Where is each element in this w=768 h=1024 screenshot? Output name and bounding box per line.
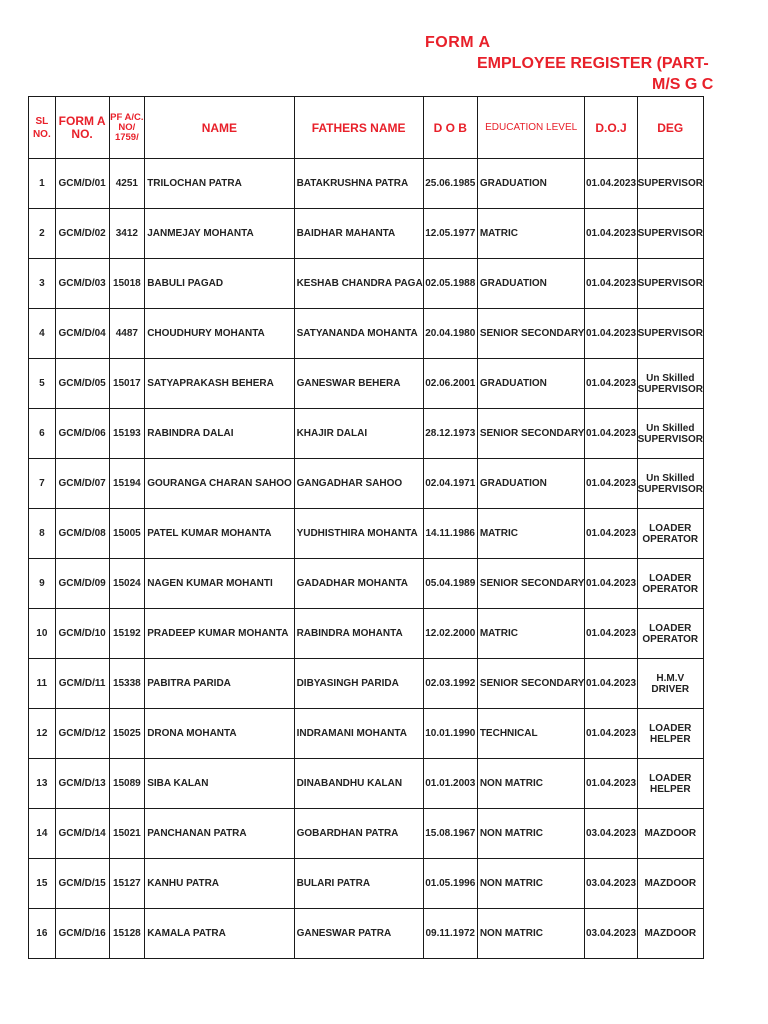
cell-form-a-no: GCM/D/10 <box>55 609 109 659</box>
cell-fathers-name: GADADHAR MOHANTA <box>294 559 423 609</box>
cell-doj: 01.04.2023 <box>585 259 637 309</box>
cell-designation: MAZDOOR <box>637 909 703 959</box>
cell-pf-no: 15128 <box>109 909 145 959</box>
cell-fathers-name: GANESWAR PATRA <box>294 909 423 959</box>
cell-doj: 03.04.2023 <box>585 809 637 859</box>
cell-doj: 01.04.2023 <box>585 459 637 509</box>
cell-sl-no: 6 <box>29 409 56 459</box>
table-row <box>29 609 704 659</box>
cell-form-a-no: GCM/D/07 <box>55 459 109 509</box>
cell-pf-no: 15127 <box>109 859 145 909</box>
cell-form-a-no: GCM/D/16 <box>55 909 109 959</box>
cell-dob: 12.02.2000 <box>423 609 477 659</box>
cell-name: RABINDRA DALAI <box>145 409 294 459</box>
cell-form-a-no: GCM/D/13 <box>55 759 109 809</box>
cell-pf-no: 15021 <box>109 809 145 859</box>
cell-name: BABULI PAGAD <box>145 259 294 309</box>
cell-designation: H.M.V DRIVER <box>637 659 703 709</box>
cell-form-a-no: GCM/D/09 <box>55 559 109 609</box>
cell-form-a-no: GCM/D/12 <box>55 709 109 759</box>
cell-education-level: SENIOR SECONDARY <box>477 659 585 709</box>
cell-designation: Un Skilled SUPERVISOR <box>637 359 703 409</box>
register-title: EMPLOYEE REGISTER (PART- <box>477 55 709 72</box>
cell-name: CHOUDHURY MOHANTA <box>145 309 294 359</box>
header-sl-no: SL NO. <box>29 97 56 159</box>
cell-doj: 01.04.2023 <box>585 709 637 759</box>
header-education-level: EDUCATION LEVEL <box>477 97 585 159</box>
cell-doj: 01.04.2023 <box>585 759 637 809</box>
table-row <box>29 459 704 509</box>
cell-sl-no: 9 <box>29 559 56 609</box>
cell-sl-no: 13 <box>29 759 56 809</box>
table-row <box>29 409 704 459</box>
cell-name: GOURANGA CHARAN SAHOO <box>145 459 294 509</box>
cell-fathers-name: GANGADHAR SAHOO <box>294 459 423 509</box>
cell-pf-no: 15018 <box>109 259 145 309</box>
cell-doj: 01.04.2023 <box>585 159 637 209</box>
cell-education-level: GRADUATION <box>477 259 585 309</box>
cell-form-a-no: GCM/D/15 <box>55 859 109 909</box>
cell-designation: LOADER HELPER <box>637 709 703 759</box>
cell-dob: 02.05.1988 <box>423 259 477 309</box>
cell-name: KANHU PATRA <box>145 859 294 909</box>
table-row <box>29 309 704 359</box>
cell-education-level: NON MATRIC <box>477 859 585 909</box>
cell-fathers-name: BAIDHAR MAHANTA <box>294 209 423 259</box>
cell-pf-no: 15025 <box>109 709 145 759</box>
header-dob: D O B <box>423 97 477 159</box>
cell-dob: 28.12.1973 <box>423 409 477 459</box>
cell-dob: 20.04.1980 <box>423 309 477 359</box>
cell-designation: LOADER OPERATOR <box>637 559 703 609</box>
cell-fathers-name: KESHAB CHANDRA PAGA <box>294 259 423 309</box>
cell-form-a-no: GCM/D/02 <box>55 209 109 259</box>
cell-name: DRONA MOHANTA <box>145 709 294 759</box>
cell-doj: 01.04.2023 <box>585 559 637 609</box>
cell-fathers-name: KHAJIR DALAI <box>294 409 423 459</box>
header-fathers-name: FATHERS NAME <box>294 97 423 159</box>
cell-fathers-name: GOBARDHAN PATRA <box>294 809 423 859</box>
cell-designation: LOADER OPERATOR <box>637 509 703 559</box>
cell-designation: SUPERVISOR <box>637 159 703 209</box>
cell-doj: 01.04.2023 <box>585 609 637 659</box>
cell-pf-no: 15024 <box>109 559 145 609</box>
cell-designation: MAZDOOR <box>637 809 703 859</box>
cell-pf-no: 15193 <box>109 409 145 459</box>
cell-form-a-no: GCM/D/05 <box>55 359 109 409</box>
cell-designation: Un Skilled SUPERVISOR <box>637 409 703 459</box>
cell-sl-no: 7 <box>29 459 56 509</box>
table-row <box>29 259 704 309</box>
cell-pf-no: 15017 <box>109 359 145 409</box>
cell-doj: 01.04.2023 <box>585 659 637 709</box>
cell-name: TRILOCHAN PATRA <box>145 159 294 209</box>
cell-pf-no: 15338 <box>109 659 145 709</box>
cell-fathers-name: GANESWAR BEHERA <box>294 359 423 409</box>
cell-sl-no: 5 <box>29 359 56 409</box>
cell-form-a-no: GCM/D/08 <box>55 509 109 559</box>
cell-education-level: NON MATRIC <box>477 909 585 959</box>
table-row <box>29 909 704 959</box>
cell-dob: 10.01.1990 <box>423 709 477 759</box>
cell-designation: SUPERVISOR <box>637 309 703 359</box>
cell-form-a-no: GCM/D/04 <box>55 309 109 359</box>
cell-dob: 09.11.1972 <box>423 909 477 959</box>
cell-pf-no: 4251 <box>109 159 145 209</box>
cell-name: PRADEEP KUMAR MOHANTA <box>145 609 294 659</box>
cell-pf-no: 15194 <box>109 459 145 509</box>
table-row <box>29 559 704 609</box>
cell-name: SIBA KALAN <box>145 759 294 809</box>
cell-name: KAMALA PATRA <box>145 909 294 959</box>
table-row <box>29 509 704 559</box>
cell-doj: 01.04.2023 <box>585 309 637 359</box>
cell-fathers-name: BULARI PATRA <box>294 859 423 909</box>
cell-name: PANCHANAN PATRA <box>145 809 294 859</box>
cell-name: NAGEN KUMAR MOHANTI <box>145 559 294 609</box>
cell-name: PABITRA PARIDA <box>145 659 294 709</box>
cell-pf-no: 15192 <box>109 609 145 659</box>
cell-education-level: SENIOR SECONDARY <box>477 559 585 609</box>
cell-sl-no: 4 <box>29 309 56 359</box>
cell-dob: 02.04.1971 <box>423 459 477 509</box>
table-header-row <box>29 97 704 159</box>
cell-education-level: GRADUATION <box>477 159 585 209</box>
table-row <box>29 659 704 709</box>
header-doj: D.O.J <box>585 97 637 159</box>
cell-fathers-name: INDRAMANI MOHANTA <box>294 709 423 759</box>
cell-fathers-name: YUDHISTHIRA MOHANTA <box>294 509 423 559</box>
cell-education-level: MATRIC <box>477 509 585 559</box>
cell-designation: Un Skilled SUPERVISOR <box>637 459 703 509</box>
cell-education-level: SENIOR SECONDARY <box>477 409 585 459</box>
cell-dob: 02.03.1992 <box>423 659 477 709</box>
cell-sl-no: 16 <box>29 909 56 959</box>
cell-form-a-no: GCM/D/14 <box>55 809 109 859</box>
cell-form-a-no: GCM/D/11 <box>55 659 109 709</box>
table-row <box>29 159 704 209</box>
header-form-a-no: FORM A NO. <box>55 97 109 159</box>
header-name: NAME <box>145 97 294 159</box>
cell-dob: 02.06.2001 <box>423 359 477 409</box>
cell-education-level: NON MATRIC <box>477 759 585 809</box>
table-row <box>29 209 704 259</box>
cell-education-level: MATRIC <box>477 609 585 659</box>
cell-pf-no: 15005 <box>109 509 145 559</box>
cell-dob: 12.05.1977 <box>423 209 477 259</box>
company-title: M/S G C <box>652 76 714 93</box>
employee-register-table <box>28 96 704 959</box>
cell-fathers-name: DINABANDHU KALAN <box>294 759 423 809</box>
cell-sl-no: 11 <box>29 659 56 709</box>
cell-pf-no: 4487 <box>109 309 145 359</box>
cell-pf-no: 3412 <box>109 209 145 259</box>
cell-designation: SUPERVISOR <box>637 209 703 259</box>
cell-form-a-no: GCM/D/06 <box>55 409 109 459</box>
cell-fathers-name: DIBYASINGH PARIDA <box>294 659 423 709</box>
cell-sl-no: 10 <box>29 609 56 659</box>
cell-name: JANMEJAY MOHANTA <box>145 209 294 259</box>
cell-sl-no: 1 <box>29 159 56 209</box>
cell-education-level: GRADUATION <box>477 359 585 409</box>
table-row <box>29 809 704 859</box>
cell-fathers-name: RABINDRA MOHANTA <box>294 609 423 659</box>
cell-dob: 01.01.2003 <box>423 759 477 809</box>
cell-sl-no: 8 <box>29 509 56 559</box>
table-row <box>29 709 704 759</box>
cell-doj: 03.04.2023 <box>585 909 637 959</box>
cell-dob: 25.06.1985 <box>423 159 477 209</box>
cell-sl-no: 3 <box>29 259 56 309</box>
header-pf-ac-no: PF A/C. NO/ 1759/ <box>109 97 145 159</box>
cell-fathers-name: BATAKRUSHNA PATRA <box>294 159 423 209</box>
cell-name: SATYAPRAKASH BEHERA <box>145 359 294 409</box>
cell-pf-no: 15089 <box>109 759 145 809</box>
table-row <box>29 859 704 909</box>
cell-doj: 03.04.2023 <box>585 859 637 909</box>
cell-designation: LOADER OPERATOR <box>637 609 703 659</box>
cell-designation: MAZDOOR <box>637 859 703 909</box>
cell-designation: SUPERVISOR <box>637 259 703 309</box>
cell-name: PATEL KUMAR MOHANTA <box>145 509 294 559</box>
cell-education-level: MATRIC <box>477 209 585 259</box>
cell-doj: 01.04.2023 <box>585 209 637 259</box>
cell-education-level: TECHNICAL <box>477 709 585 759</box>
cell-education-level: SENIOR SECONDARY <box>477 309 585 359</box>
cell-form-a-no: GCM/D/03 <box>55 259 109 309</box>
cell-fathers-name: SATYANANDA MOHANTA <box>294 309 423 359</box>
form-title: FORM A <box>425 34 491 51</box>
table-row <box>29 759 704 809</box>
cell-sl-no: 14 <box>29 809 56 859</box>
cell-sl-no: 2 <box>29 209 56 259</box>
cell-dob: 15.08.1967 <box>423 809 477 859</box>
cell-doj: 01.04.2023 <box>585 509 637 559</box>
table-row <box>29 359 704 409</box>
cell-doj: 01.04.2023 <box>585 359 637 409</box>
header-designation: DEG <box>637 97 703 159</box>
cell-dob: 14.11.1986 <box>423 509 477 559</box>
cell-dob: 01.05.1996 <box>423 859 477 909</box>
cell-education-level: NON MATRIC <box>477 809 585 859</box>
cell-dob: 05.04.1989 <box>423 559 477 609</box>
cell-sl-no: 12 <box>29 709 56 759</box>
cell-education-level: GRADUATION <box>477 459 585 509</box>
cell-designation: LOADER HELPER <box>637 759 703 809</box>
cell-doj: 01.04.2023 <box>585 409 637 459</box>
cell-sl-no: 15 <box>29 859 56 909</box>
cell-form-a-no: GCM/D/01 <box>55 159 109 209</box>
